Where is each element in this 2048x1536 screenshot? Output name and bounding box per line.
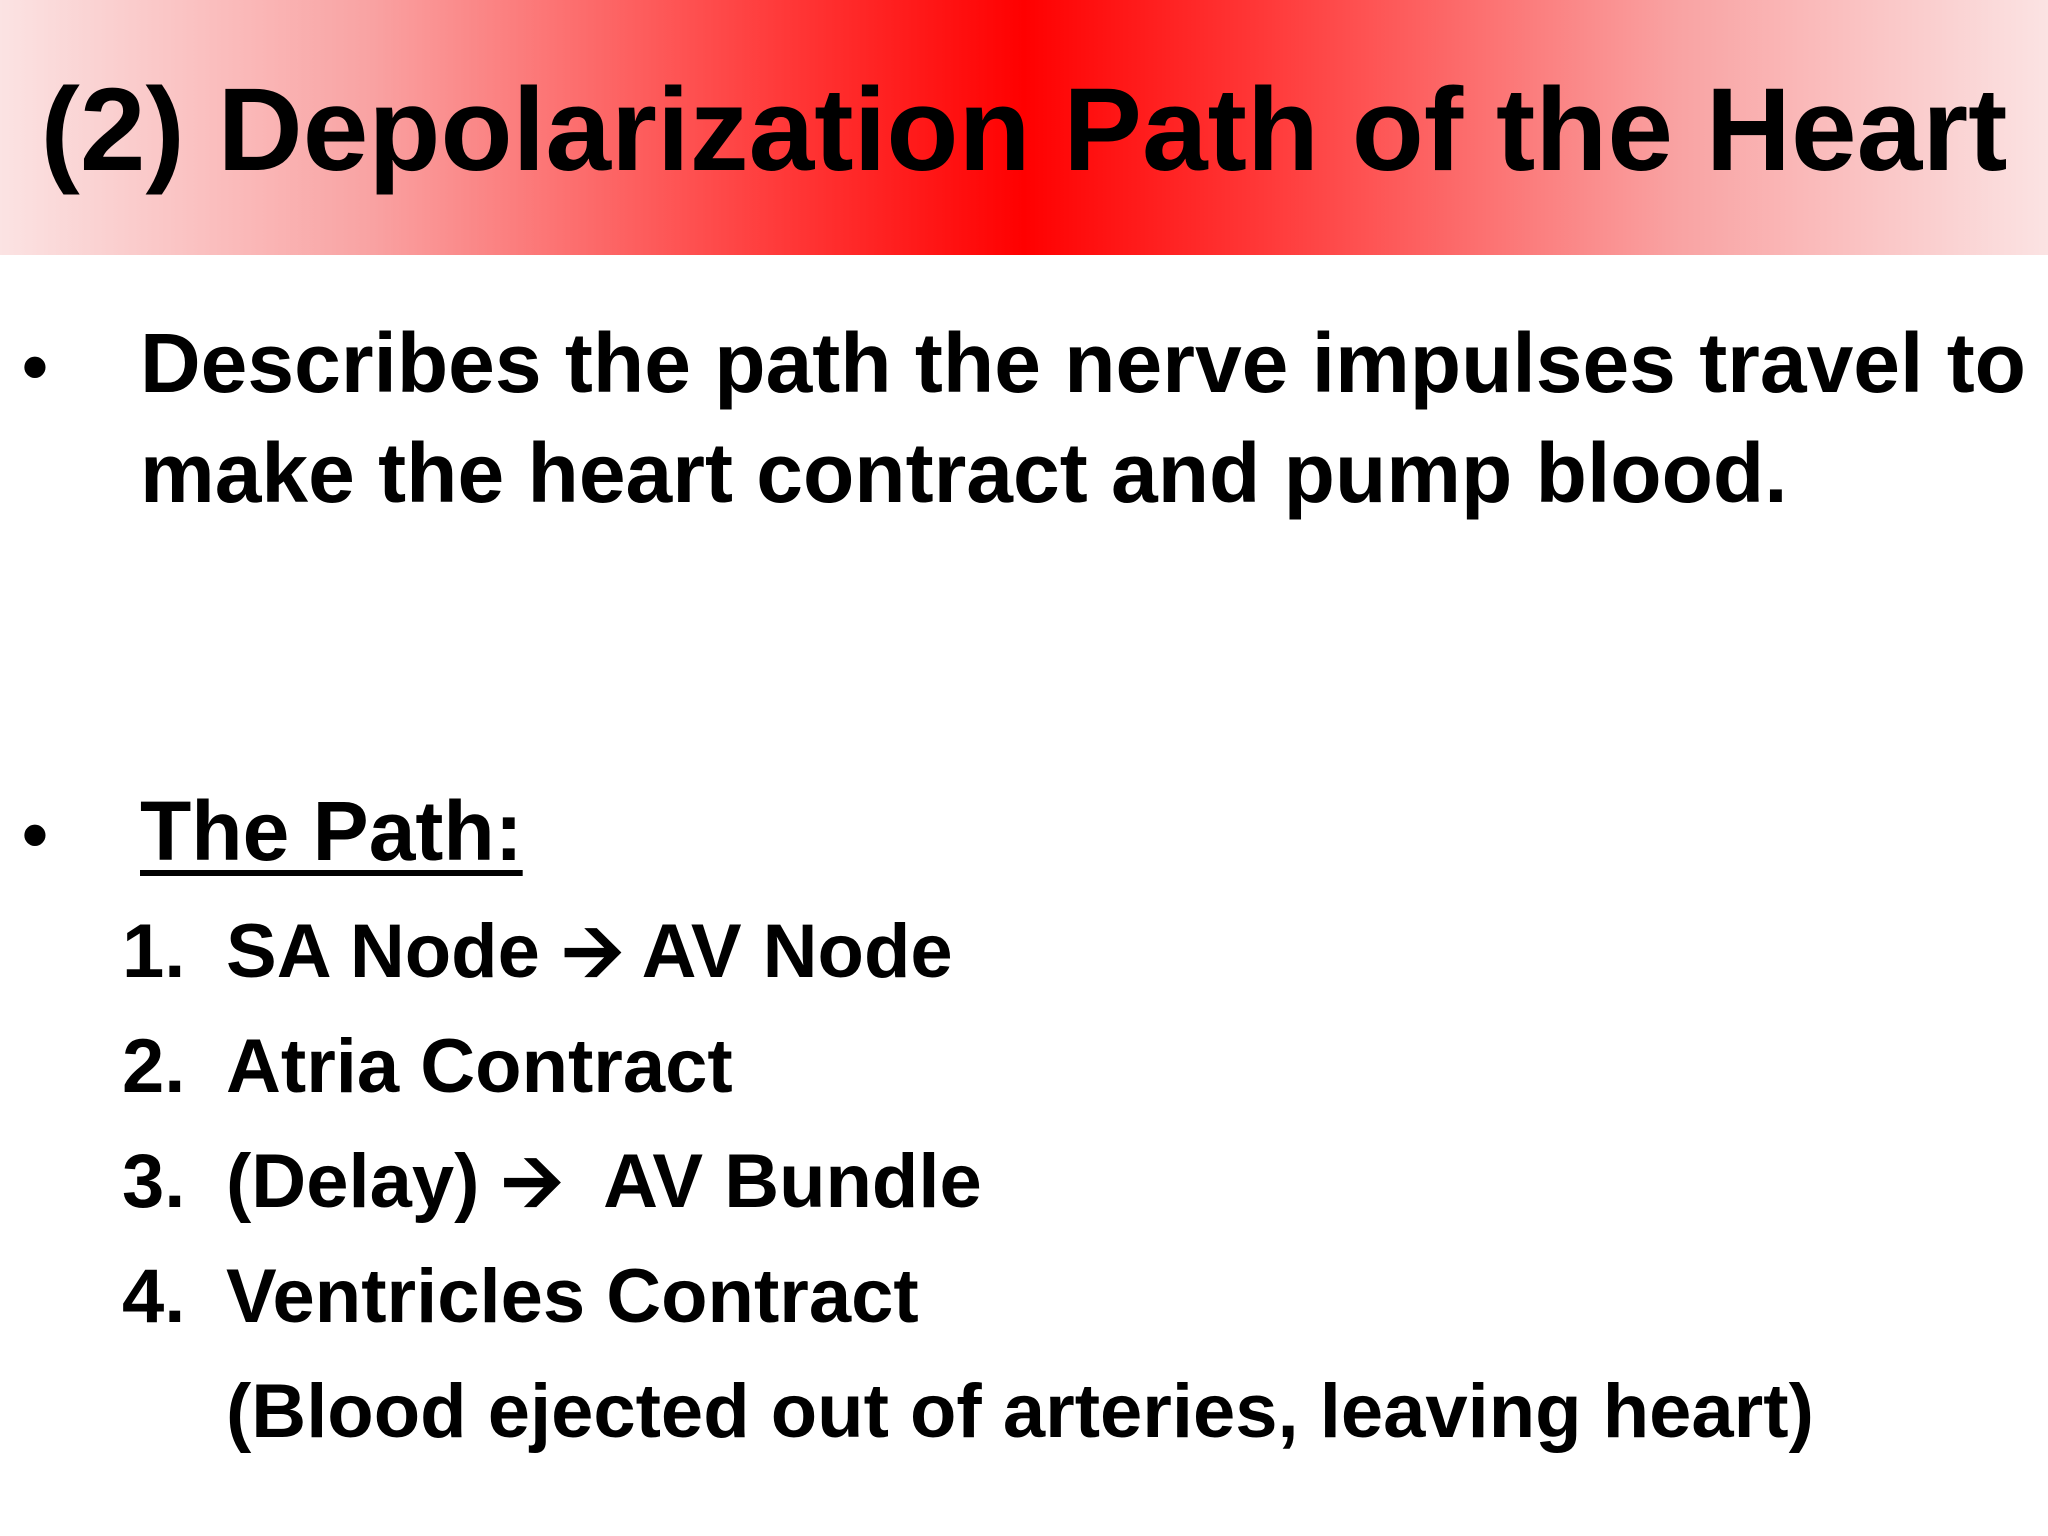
step-item [0, 894, 2048, 1009]
step-item [0, 1239, 2048, 1354]
step-note-text: (Blood ejected out of arteries, leaving heart) [226, 1369, 1814, 1454]
step-text [226, 1124, 982, 1239]
step-item [0, 1009, 2048, 1124]
step-note [0, 1354, 2048, 1469]
step-source: (Delay) [226, 1139, 480, 1224]
step-text: Ventricles Contract [226, 1254, 919, 1339]
step-number: 1. [122, 909, 186, 994]
path-heading: The Path: [140, 784, 523, 878]
step-number: 3. [122, 1139, 186, 1224]
step-target: AV Node [641, 909, 953, 994]
step-target: AV Bundle [603, 1139, 982, 1224]
step-text [226, 894, 953, 1009]
step-source: SA Node [226, 909, 540, 994]
bullet-description-text: Describes the path the nerve impulses travel to make the heart contract and pump blood. [140, 316, 2026, 520]
step-text: Atria Contract [226, 1024, 733, 1109]
bullet-path-container [140, 776, 2030, 886]
step-number: 2. [122, 1024, 186, 1109]
bullet-dot: • [22, 793, 48, 876]
step-item [0, 1124, 2048, 1239]
arrow-right-icon: 🡪 [561, 909, 624, 994]
bullet-dot: • [22, 325, 48, 408]
step-number: 4. [122, 1254, 186, 1339]
slide-title: (2) Depolarization Path of the Heart [40, 63, 2008, 196]
arrow-right-icon: 🡪 [501, 1139, 564, 1224]
